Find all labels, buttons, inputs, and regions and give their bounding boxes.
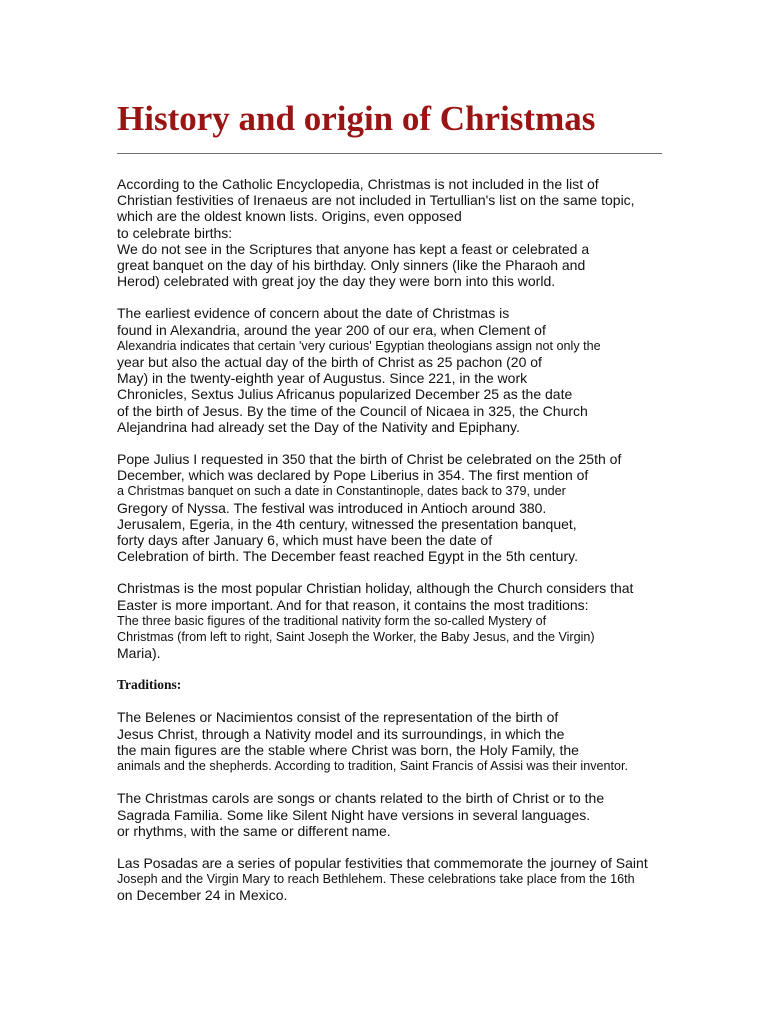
text-line: Christmas (from left to right, Saint Joseph the Worker, the Baby Jesus, and the Virgin): [117, 630, 595, 645]
paragraph: [117, 855, 697, 904]
text-line: on December 24 in Mexico.: [117, 887, 288, 904]
text-line: May) in the twenty-eighth year of Augustus. Since 221, in the work: [117, 370, 528, 387]
text-line: Easter is more important. And for that reason, it contains the most traditions:: [117, 596, 589, 613]
text-line: animals and the shepherds. According to tradition, Saint Francis of Assisi was their inventor.: [117, 759, 629, 774]
section-heading: Traditions:: [117, 677, 182, 693]
text-line: Jesus Christ, through a Nativity model and its surroundings, in which the: [117, 725, 565, 742]
text-line: Alexandria indicates that certain 'very curious' Egyptian theologians assign not only the: [117, 338, 601, 353]
text-line: which are the oldest known lists. Origins, even opposed: [117, 208, 462, 225]
page-title: History and origin of Christmas: [117, 99, 596, 138]
text-line: year but also the actual day of the birth of Christ as 25 pachon (20 of: [117, 354, 542, 371]
text-line: a Christmas banquet on such a date in Constantinople, dates back to 379, under: [117, 484, 566, 499]
text-line: great banquet on the day of his birthday. Only sinners (like the Pharaoh and: [117, 257, 586, 274]
paragraph: [117, 709, 697, 774]
text-line: Sagrada Familia. Some like Silent Night have versions in several languages.: [117, 806, 591, 823]
text-line: Gregory of Nyssa. The festival was introduced in Antioch around 380.: [117, 499, 547, 516]
text-line: We do not see in the Scriptures that anyone has kept a feast or celebrated a: [117, 240, 590, 257]
paragraph: [117, 580, 697, 661]
text-line: The Belenes or Nacimientos consist of the representation of the birth of: [117, 709, 559, 726]
title-divider: [117, 153, 662, 154]
text-line: Christian festivities of Irenaeus are not included in Tertullian's list on the same topic,: [117, 192, 635, 209]
text-line: Alejandrina had already set the Day of the Nativity and Epiphany.: [117, 418, 520, 435]
document-body: [117, 176, 697, 920]
text-line: Maria).: [117, 645, 161, 662]
text-line: Celebration of birth. The December feast reached Egypt in the 5th century.: [117, 548, 578, 565]
text-line: The Christmas carols are songs or chants related to the birth of Christ or to the: [117, 790, 605, 807]
text-line: Joseph and the Virgin Mary to reach Bethlehem. These celebrations take place from the 16th: [117, 872, 635, 887]
text-line: According to the Catholic Encyclopedia, Christmas is not included in the list of: [117, 176, 599, 192]
text-line: or rhythms, with the same or different name.: [117, 822, 391, 839]
text-line: Las Posadas are a series of popular festivities that commemorate the journey of Saint: [117, 854, 648, 871]
paragraph: [117, 790, 697, 839]
paragraph: [117, 451, 697, 564]
text-line: December, which was declared by Pope Liberius in 354. The first mention of: [117, 467, 589, 484]
paragraph: [117, 176, 697, 289]
text-line: The earliest evidence of concern about the date of Christmas is: [117, 305, 510, 322]
text-line: Jerusalem, Egeria, in the 4th century, witnessed the presentation banquet,: [117, 515, 577, 532]
text-line: Pope Julius I requested in 350 that the birth of Christ be celebrated on the 25th of: [117, 451, 622, 468]
text-line: to celebrate births:: [117, 224, 233, 241]
text-line: Christmas is the most popular Christian holiday, although the Church considers that: [117, 580, 634, 597]
paragraph: [117, 305, 697, 435]
text-line: Chronicles, Sextus Julius Africanus popularized December 25 as the date: [117, 386, 573, 403]
text-line: of the birth of Jesus. By the time of the Council of Nicaea in 325, the Church: [117, 402, 588, 419]
text-line: the main figures are the stable where Christ was born, the Holy Family, the: [117, 741, 579, 758]
text-line: Herod) celebrated with great joy the day they were born into this world.: [117, 273, 556, 290]
text-line: forty days after January 6, which must have been the date of: [117, 532, 493, 549]
text-line: found in Alexandria, around the year 200 of our era, when Clement of: [117, 321, 546, 338]
text-line: The three basic figures of the traditional nativity form the so-called Mystery of: [117, 613, 547, 628]
